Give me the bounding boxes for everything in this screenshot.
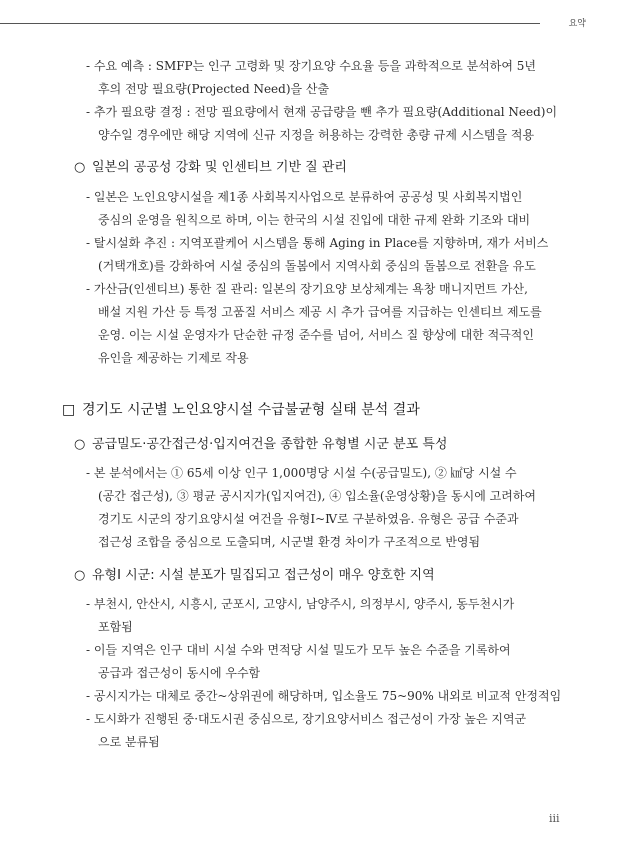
s1-bullet-2-line-2: 양수일 경우에만 해당 지역에 신규 지정을 허용하는 강력한 총량 규제 시스템을 적용	[98, 128, 535, 142]
s4-bullet-1-line-2: 포함됨	[98, 620, 133, 634]
s2-bullet-1-line-2: 중심의 운영을 원칙으로 하며, 이는 한국의 시설 진입에 대한 규제 완화 기조와 대비	[98, 213, 531, 227]
s4-bullet-4-line-1: - 도시화가 진행된 중·대도시권 중심으로, 장기요양서비스 접근성이 가장 높은 지역군	[86, 712, 527, 726]
s2-bullet-3-line-2: 배설 지원 가산 등 특정 고품질 서비스 제공 시 추가 급여를 지급하는 인센티브 제도를	[98, 305, 542, 319]
s2-heading-text: 일본의 공공성 강화 및 인센티브 기반 질 관리	[92, 160, 347, 175]
circle-bullet: ○	[74, 568, 86, 583]
s4-bullet-2-line-2: 공급과 접근성이 동시에 우수함	[98, 666, 261, 680]
s2-subheading	[74, 159, 347, 177]
s1-bullet-2-line-1: - 추가 필요량 결정 : 전망 필요량에서 현재 공급량을 뺀 추가 필요량(Additional Need)이	[86, 105, 558, 119]
s3-bullet-1-line-4: 접근성 조합을 중심으로 도출되며, 시군별 환경 차이가 구조적으로 반영됨	[98, 535, 481, 549]
circle-bullet: ○	[74, 160, 86, 175]
s4-bullet-1-line-1: - 부천시, 안산시, 시흥시, 군포시, 고양시, 남양주시, 의정부시, 양주시, 동두천시가	[86, 597, 515, 611]
s3-bullet-1-line-2: (공간 접근성), ③ 평균 공시지가(입지여건), ④ 입소율(운영상황)을 동시에 고려하여	[98, 489, 536, 503]
s3-bullet-1-line-1: - 본 분석에서는 ① 65세 이상 인구 1,000명당 시설 수(공급밀도), ② ㎢당 시설 수	[86, 466, 517, 480]
header-rule	[0, 23, 540, 24]
s3-bullet-1-line-3: 경기도 시군의 장기요양시설 여건을 유형Ⅰ~Ⅳ로 구분하였음. 유형은 공급 수준과	[98, 512, 519, 526]
section-title-text: 경기도 시군별 노인요양시설 수급불균형 실태 분석 결과	[82, 402, 420, 418]
square-bullet: □	[62, 402, 76, 418]
s2-bullet-3-line-4: 유인을 제공하는 기제로 작용	[98, 351, 249, 365]
s3-subheading	[74, 436, 447, 454]
s2-bullet-2-line-1: - 탈시설화 추진 : 지역포괄케어 시스템을 통해 Aging in Place를 지향하며, 재가 서비스	[86, 236, 549, 250]
s2-bullet-3-line-3: 운영. 이는 시설 운영자가 단순한 규정 준수를 넘어, 서비스 질 향상에 대한 적극적인	[98, 328, 534, 342]
s2-bullet-2-line-2: (거택개호)를 강화하여 시설 중심의 돌봄에서 지역사회 중심의 돌봄으로 전환을 유도	[98, 259, 536, 273]
running-header: 요약	[568, 19, 586, 29]
section-title	[62, 400, 420, 420]
s4-subheading	[74, 567, 435, 585]
s4-heading-text: 유형Ⅰ 시군: 시설 분포가 밀집되고 접근성이 매우 양호한 지역	[92, 568, 435, 583]
page-number: iii	[549, 812, 560, 825]
circle-bullet: ○	[74, 437, 86, 452]
s4-bullet-4-line-2: 으로 분류됨	[98, 735, 160, 749]
s4-bullet-3-line-1: - 공시지가는 대체로 중간~상위권에 해당하며, 입소율도 75~90% 내외로 비교적 안정적임	[86, 689, 562, 703]
s4-bullet-2-line-1: - 이들 지역은 인구 대비 시설 수와 면적당 시설 밀도가 모두 높은 수준을 기록하여	[86, 643, 511, 657]
s2-bullet-1-line-1: - 일본은 노인요양시설을 제1종 사회복지사업으로 분류하여 공공성 및 사회복지법인	[86, 190, 523, 204]
s3-heading-text: 공급밀도·공간접근성·입지여건을 종합한 유형별 시군 분포 특성	[92, 437, 448, 452]
s1-bullet-1-line-1: - 수요 예측 : SMFP는 인구 고령화 및 장기요양 수요율 등을 과학적으로 분석하여 5년	[86, 59, 536, 73]
s1-bullet-1-line-2: 후의 전망 필요량(Projected Need)을 산출	[98, 82, 330, 96]
s2-bullet-3-line-1: - 가산금(인센티브) 통한 질 관리: 일본의 장기요양 보상체계는 욕창 매니지먼트 가산,	[86, 282, 528, 296]
